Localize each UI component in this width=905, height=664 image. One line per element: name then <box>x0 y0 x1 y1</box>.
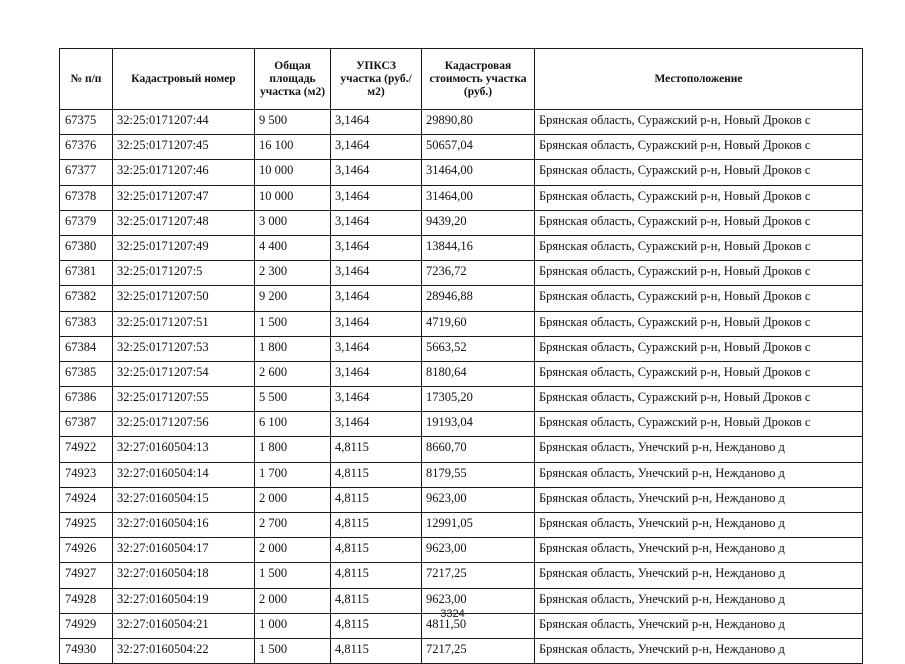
cadastral-number-cell: 32:25:0171207:49 <box>113 235 255 260</box>
cadastral-number-cell: 32:25:0171207:44 <box>113 110 255 135</box>
location-cell: Брянская область, Унечский р-н, Нежданово д <box>535 462 863 487</box>
upksz-cell: 3,1464 <box>331 110 422 135</box>
upksz-cell: 3,1464 <box>331 160 422 185</box>
row-number-cell: 67380 <box>60 235 113 260</box>
upksz-cell: 3,1464 <box>331 235 422 260</box>
row-number-cell: 74923 <box>60 462 113 487</box>
table-row <box>60 387 863 412</box>
upksz-cell: 4,8115 <box>331 638 422 663</box>
table-row <box>60 437 863 462</box>
location-cell: Брянская область, Суражский р-н, Новый Дроков с <box>535 185 863 210</box>
area-cell: 9 500 <box>255 110 331 135</box>
area-cell: 2 000 <box>255 588 331 613</box>
table-row <box>60 311 863 336</box>
area-cell: 2 600 <box>255 361 331 386</box>
row-number-cell: 74924 <box>60 487 113 512</box>
header-row-number: № п/п <box>60 49 113 110</box>
area-cell: 1 000 <box>255 613 331 638</box>
area-cell: 9 200 <box>255 286 331 311</box>
cadastral-number-cell: 32:27:0160504:18 <box>113 563 255 588</box>
header-cadastral-number: Кадастровый номер <box>113 49 255 110</box>
area-cell: 2 300 <box>255 261 331 286</box>
row-number-cell: 74925 <box>60 513 113 538</box>
area-cell: 5 500 <box>255 387 331 412</box>
table-row <box>60 160 863 185</box>
location-cell: Брянская область, Суражский р-н, Новый Дроков с <box>535 160 863 185</box>
cadastral-value-cell: 12991,05 <box>422 513 535 538</box>
location-cell: Брянская область, Унечский р-н, Нежданово д <box>535 638 863 663</box>
area-cell: 16 100 <box>255 135 331 160</box>
cadastral-number-cell: 32:27:0160504:15 <box>113 487 255 512</box>
table-row <box>60 412 863 437</box>
cadastral-number-cell: 32:27:0160504:14 <box>113 462 255 487</box>
upksz-cell: 3,1464 <box>331 286 422 311</box>
cadastral-number-cell: 32:25:0171207:50 <box>113 286 255 311</box>
location-cell: Брянская область, Унечский р-н, Нежданово д <box>535 513 863 538</box>
upksz-cell: 4,8115 <box>331 513 422 538</box>
cadastral-number-cell: 32:25:0171207:56 <box>113 412 255 437</box>
cadastral-value-cell: 8179,55 <box>422 462 535 487</box>
upksz-cell: 4,8115 <box>331 437 422 462</box>
location-cell: Брянская область, Унечский р-н, Нежданово д <box>535 538 863 563</box>
upksz-cell: 4,8115 <box>331 487 422 512</box>
row-number-cell: 67387 <box>60 412 113 437</box>
cadastral-value-cell: 17305,20 <box>422 387 535 412</box>
location-cell: Брянская область, Унечский р-н, Нежданово д <box>535 487 863 512</box>
cadastral-value-cell: 50657,04 <box>422 135 535 160</box>
area-cell: 10 000 <box>255 160 331 185</box>
table-row <box>60 638 863 663</box>
table-row <box>60 513 863 538</box>
table-row <box>60 210 863 235</box>
location-cell: Брянская область, Суражский р-н, Новый Дроков с <box>535 286 863 311</box>
upksz-cell: 3,1464 <box>331 311 422 336</box>
table-row <box>60 135 863 160</box>
table-row <box>60 286 863 311</box>
upksz-cell: 3,1464 <box>331 135 422 160</box>
location-cell: Брянская область, Унечский р-н, Нежданово д <box>535 613 863 638</box>
row-number-cell: 67385 <box>60 361 113 386</box>
cadastral-number-cell: 32:27:0160504:17 <box>113 538 255 563</box>
area-cell: 1 800 <box>255 437 331 462</box>
cadastral-value-cell: 7217,25 <box>422 638 535 663</box>
cadastral-number-cell: 32:25:0171207:51 <box>113 311 255 336</box>
location-cell: Брянская область, Суражский р-н, Новый Дроков с <box>535 412 863 437</box>
cadastral-value-table <box>59 48 863 664</box>
row-number-cell: 67384 <box>60 336 113 361</box>
row-number-cell: 67381 <box>60 261 113 286</box>
upksz-cell: 3,1464 <box>331 185 422 210</box>
table-row <box>60 462 863 487</box>
upksz-cell: 4,8115 <box>331 538 422 563</box>
location-cell: Брянская область, Суражский р-н, Новый Дроков с <box>535 361 863 386</box>
location-cell: Брянская область, Суражский р-н, Новый Дроков с <box>535 235 863 260</box>
area-cell: 6 100 <box>255 412 331 437</box>
location-cell: Брянская область, Унечский р-н, Нежданово д <box>535 437 863 462</box>
location-cell: Брянская область, Суражский р-н, Новый Дроков с <box>535 110 863 135</box>
area-cell: 1 500 <box>255 563 331 588</box>
cadastral-number-cell: 32:27:0160504:13 <box>113 437 255 462</box>
table-row <box>60 110 863 135</box>
cadastral-number-cell: 32:25:0171207:47 <box>113 185 255 210</box>
row-number-cell: 67377 <box>60 160 113 185</box>
location-cell: Брянская область, Суражский р-н, Новый Дроков с <box>535 135 863 160</box>
area-cell: 1 700 <box>255 462 331 487</box>
cadastral-number-cell: 32:27:0160504:21 <box>113 613 255 638</box>
cadastral-number-cell: 32:25:0171207:48 <box>113 210 255 235</box>
row-number-cell: 74926 <box>60 538 113 563</box>
row-number-cell: 67375 <box>60 110 113 135</box>
area-cell: 2 000 <box>255 487 331 512</box>
upksz-cell: 4,8115 <box>331 588 422 613</box>
upksz-cell: 4,8115 <box>331 613 422 638</box>
header-total-area: Общая площадь участка (м2) <box>255 49 331 110</box>
table-row <box>60 261 863 286</box>
upksz-cell: 3,1464 <box>331 261 422 286</box>
table-body <box>60 110 863 664</box>
row-number-cell: 74929 <box>60 613 113 638</box>
row-number-cell: 74928 <box>60 588 113 613</box>
area-cell: 10 000 <box>255 185 331 210</box>
cadastral-number-cell: 32:25:0171207:54 <box>113 361 255 386</box>
cadastral-number-cell: 32:27:0160504:16 <box>113 513 255 538</box>
table-header-row <box>60 49 863 110</box>
upksz-cell: 3,1464 <box>331 361 422 386</box>
cadastral-value-cell: 7236,72 <box>422 261 535 286</box>
cadastral-number-cell: 32:25:0171207:53 <box>113 336 255 361</box>
area-cell: 1 800 <box>255 336 331 361</box>
cadastral-value-cell: 28946,88 <box>422 286 535 311</box>
cadastral-value-cell: 4811,50 <box>422 613 535 638</box>
upksz-cell: 3,1464 <box>331 412 422 437</box>
cadastral-value-cell: 31464,00 <box>422 160 535 185</box>
cadastral-number-cell: 32:27:0160504:19 <box>113 588 255 613</box>
cadastral-value-cell: 9439,20 <box>422 210 535 235</box>
area-cell: 2 000 <box>255 538 331 563</box>
area-cell: 1 500 <box>255 638 331 663</box>
cadastral-value-cell: 5663,52 <box>422 336 535 361</box>
row-number-cell: 67379 <box>60 210 113 235</box>
row-number-cell: 67382 <box>60 286 113 311</box>
cadastral-number-cell: 32:25:0171207:46 <box>113 160 255 185</box>
cadastral-value-cell: 29890,80 <box>422 110 535 135</box>
area-cell: 4 400 <box>255 235 331 260</box>
row-number-cell: 67383 <box>60 311 113 336</box>
location-cell: Брянская область, Унечский р-н, Нежданово д <box>535 588 863 613</box>
table-row <box>60 235 863 260</box>
upksz-cell: 3,1464 <box>331 387 422 412</box>
page-number: 3324 <box>440 608 465 620</box>
cadastral-value-cell: 4719,60 <box>422 311 535 336</box>
header-upksz: УПКСЗ участка (руб./м2) <box>331 49 422 110</box>
cadastral-value-cell: 9623,00 <box>422 538 535 563</box>
location-cell: Брянская область, Суражский р-н, Новый Дроков с <box>535 261 863 286</box>
cadastral-value-cell: 31464,00 <box>422 185 535 210</box>
upksz-cell: 4,8115 <box>331 563 422 588</box>
area-cell: 1 500 <box>255 311 331 336</box>
table-row <box>60 185 863 210</box>
area-cell: 2 700 <box>255 513 331 538</box>
header-cadastral-value: Кадастровая стоимость участка (руб.) <box>422 49 535 110</box>
location-cell: Брянская область, Суражский р-н, Новый Дроков с <box>535 387 863 412</box>
row-number-cell: 74922 <box>60 437 113 462</box>
upksz-cell: 3,1464 <box>331 210 422 235</box>
area-cell: 3 000 <box>255 210 331 235</box>
cadastral-value-cell: 19193,04 <box>422 412 535 437</box>
cadastral-number-cell: 32:27:0160504:22 <box>113 638 255 663</box>
cadastral-number-cell: 32:25:0171207:5 <box>113 261 255 286</box>
header-location: Местоположение <box>535 49 863 110</box>
location-cell: Брянская область, Суражский р-н, Новый Дроков с <box>535 336 863 361</box>
row-number-cell: 74927 <box>60 563 113 588</box>
cadastral-number-cell: 32:25:0171207:55 <box>113 387 255 412</box>
row-number-cell: 67378 <box>60 185 113 210</box>
row-number-cell: 67386 <box>60 387 113 412</box>
location-cell: Брянская область, Суражский р-н, Новый Дроков с <box>535 210 863 235</box>
cadastral-value-cell: 13844,16 <box>422 235 535 260</box>
table-row <box>60 336 863 361</box>
upksz-cell: 4,8115 <box>331 462 422 487</box>
cadastral-value-cell: 8180,64 <box>422 361 535 386</box>
table-row <box>60 361 863 386</box>
upksz-cell: 3,1464 <box>331 336 422 361</box>
row-number-cell: 67376 <box>60 135 113 160</box>
table-row <box>60 487 863 512</box>
cadastral-number-cell: 32:25:0171207:45 <box>113 135 255 160</box>
cadastral-value-cell: 7217,25 <box>422 563 535 588</box>
row-number-cell: 74930 <box>60 638 113 663</box>
cadastral-value-cell: 9623,00 <box>422 588 535 613</box>
table-row <box>60 538 863 563</box>
table-row <box>60 563 863 588</box>
cadastral-value-cell: 9623,00 <box>422 487 535 512</box>
cadastral-value-cell: 8660,70 <box>422 437 535 462</box>
location-cell: Брянская область, Суражский р-н, Новый Дроков с <box>535 311 863 336</box>
location-cell: Брянская область, Унечский р-н, Нежданово д <box>535 563 863 588</box>
